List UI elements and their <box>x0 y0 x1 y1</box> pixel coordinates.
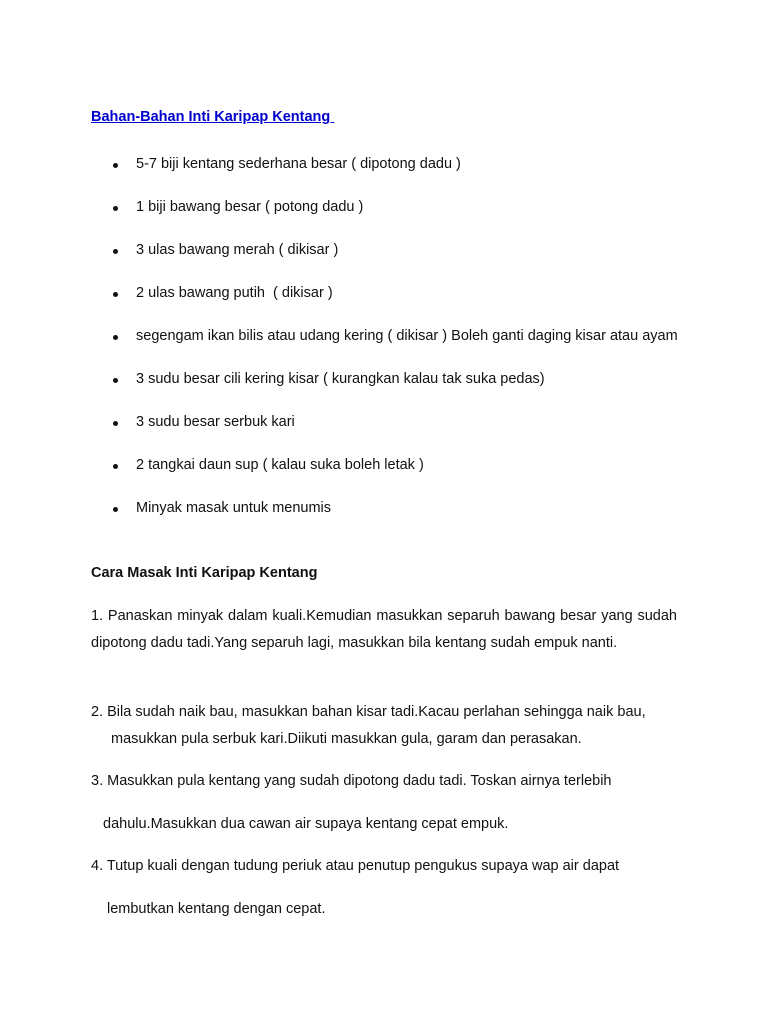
list-item <box>110 495 680 522</box>
list-item <box>110 323 680 350</box>
step-2-line-2: masukkan pula serbuk kari.Diikuti masukkan gula, garam dan perasakan. <box>111 731 582 747</box>
bullet-icon <box>113 378 118 383</box>
step-4-line-1: 4. Tutup kuali dengan tudung periuk atau penutup pengukus supaya wap air dapat <box>91 858 620 874</box>
list-item-text: 2 tangkai daun sup ( kalau suka boleh letak ) <box>136 457 424 473</box>
list-item <box>110 452 680 479</box>
method-heading: Cara Masak Inti Karipap Kentang <box>91 565 318 581</box>
bullet-icon <box>113 163 118 168</box>
list-item-text: 1 biji bawang besar ( potong dadu ) <box>136 199 364 215</box>
list-item-text: 3 ulas bawang merah ( dikisar ) <box>136 242 339 258</box>
step-2-line-1: 2. Bila sudah naik bau, masukkan bahan kisar tadi.Kacau perlahan sehingga naik bau, <box>91 704 646 720</box>
bullet-icon <box>113 507 118 512</box>
list-item-text: 3 sudu besar cili kering kisar ( kurangkan kalau tak suka pedas) <box>136 371 545 387</box>
bullet-icon <box>113 421 118 426</box>
bullet-icon <box>113 335 118 340</box>
ingredients-heading-link[interactable]: Bahan-Bahan Inti Karipap Kentang <box>91 109 335 125</box>
bullet-icon <box>113 292 118 297</box>
list-item-text: 5-7 biji kentang sederhana besar ( dipotong dadu ) <box>136 156 461 172</box>
list-item-text: Minyak masak untuk menumis <box>136 500 332 516</box>
step-1-text: 1. Panaskan minyak dalam kuali.Kemudian masukkan separuh bawang besar yang sudah dipotong dadu tadi.Yang separuh lagi, masukkan bila kentang sudah empuk nanti. <box>91 608 677 651</box>
list-item-text: segengam ikan bilis atau udang kering ( dikisar ) Boleh ganti daging kisar atau ayam <box>136 328 678 344</box>
list-item <box>110 409 680 436</box>
bullet-icon <box>113 249 118 254</box>
list-item-text: 2 ulas bawang putih ( dikisar ) <box>136 285 333 301</box>
step-3-line-2: dahulu.Masukkan dua cawan air supaya kentang cepat empuk. <box>103 816 509 832</box>
bullet-icon <box>113 206 118 211</box>
list-item <box>110 194 680 221</box>
list-item <box>110 366 680 393</box>
list-item <box>110 280 680 307</box>
list-item <box>110 237 680 264</box>
step-3-line-1: 3. Masukkan pula kentang yang sudah dipotong dadu tadi. Toskan airnya terlebih <box>91 773 612 789</box>
list-item-text: 3 sudu besar serbuk kari <box>136 414 295 430</box>
list-item <box>110 151 680 178</box>
bullet-icon <box>113 464 118 469</box>
ingredients-list <box>110 151 680 538</box>
step-4-line-2: lembutkan kentang dengan cepat. <box>107 901 326 917</box>
